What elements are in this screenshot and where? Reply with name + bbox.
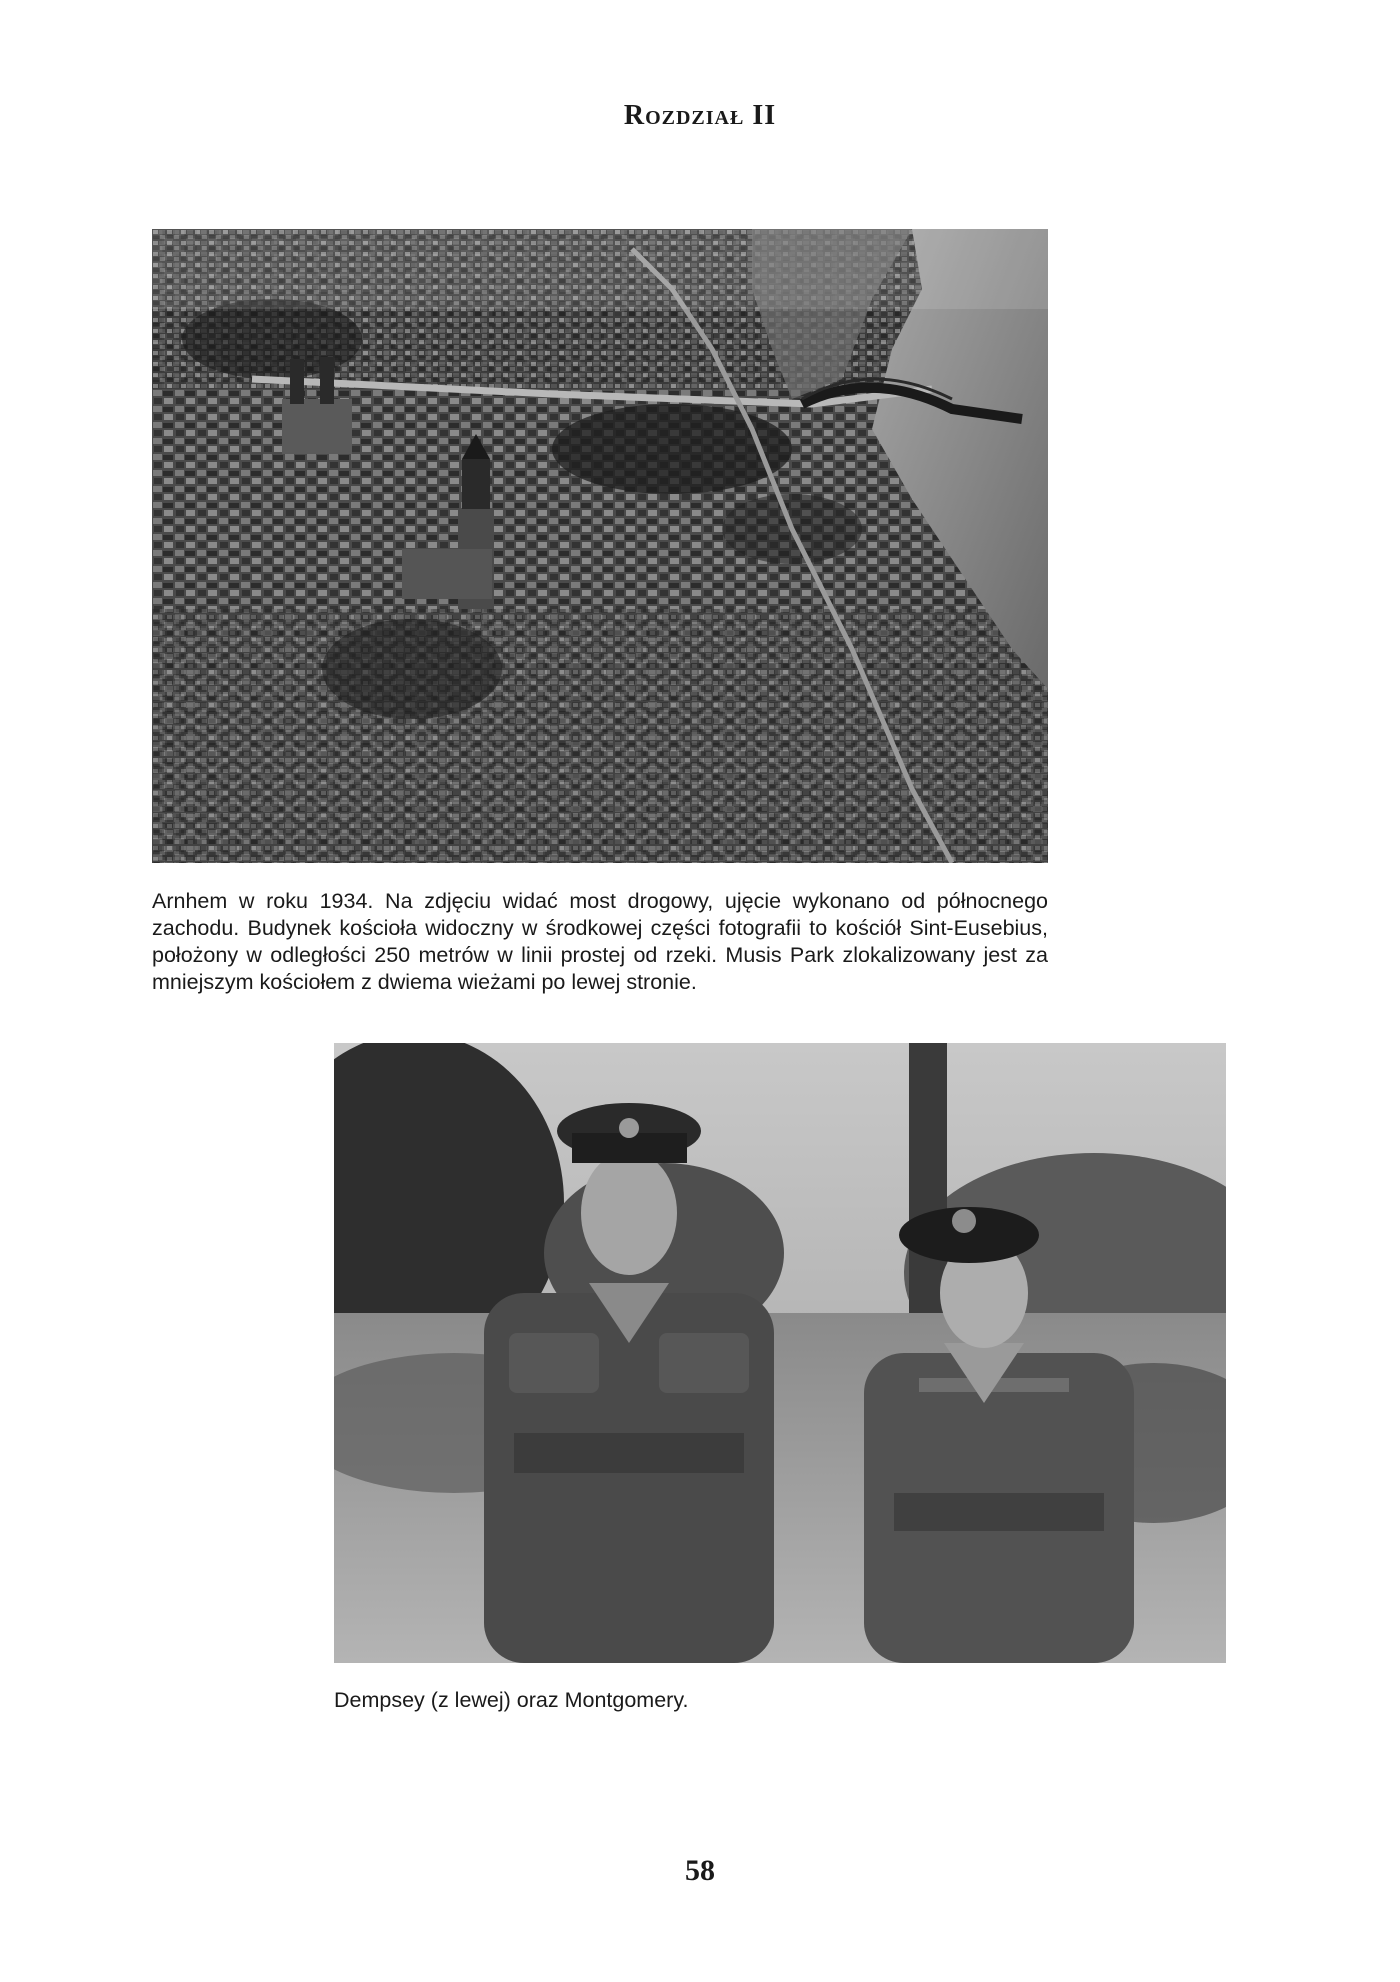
generals-photo bbox=[334, 1043, 1226, 1663]
page-number: 58 bbox=[685, 1854, 715, 1887]
aerial-photo-illustration bbox=[152, 229, 1048, 863]
aerial-photo-caption: Arnhem w roku 1934. Na zdjęciu widać most drogowy, ujęcie wykonano od północnego zachodu. Budynek kościoła widoczny w środkowej części fotografii to kościół Sint-Eusebius, położony w odległości 250 metrów w linii prostej od rzeki. Musis Park zlokalizowany jest za mniejszym kościołem z dwiema wieżami po lewej stronie. bbox=[152, 889, 1048, 994]
chapter-header: Rozdział II bbox=[623, 100, 777, 131]
aerial-photo-arnhem bbox=[152, 229, 1048, 863]
generals-photo-illustration bbox=[334, 1043, 1226, 1663]
generals-photo-caption: Dempsey (z lewej) oraz Montgomery. bbox=[334, 1688, 689, 1712]
